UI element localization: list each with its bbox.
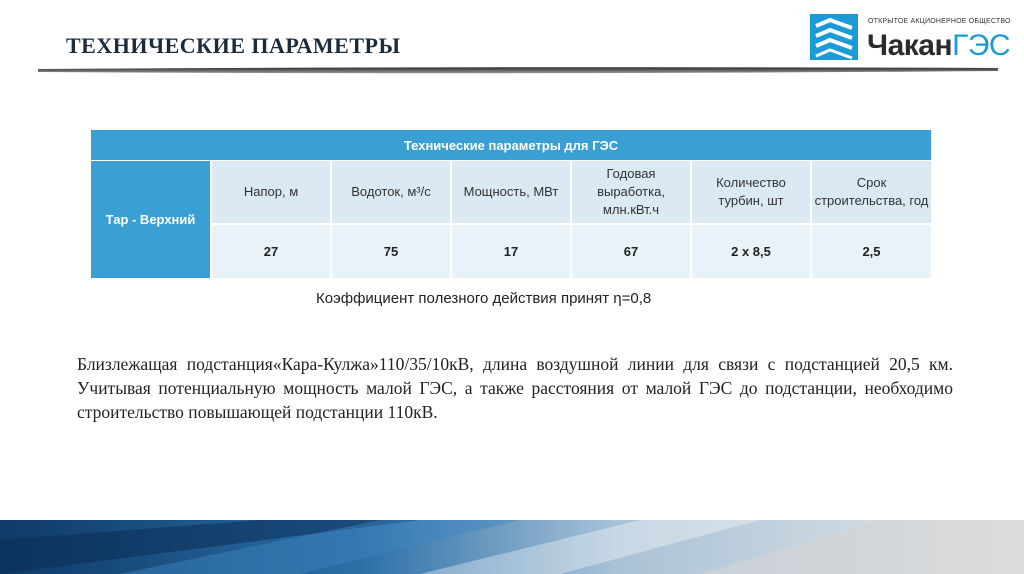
title-divider: [38, 66, 998, 75]
table-caption: Технические параметры для ГЭС: [91, 130, 931, 161]
column-header: Мощность, МВт: [451, 161, 571, 225]
logo-subtitle: ОТКРЫТОЕ АКЦИОНЕРНОЕ ОБЩЕСТВО: [868, 18, 1011, 25]
company-logo: [810, 14, 1011, 62]
column-header: Напор, м: [211, 161, 331, 225]
table-cell: 2 х 8,5: [691, 224, 811, 278]
table-caption-row: [91, 130, 931, 161]
column-header: Годовая выработка, млн.кВт.ч: [571, 161, 691, 225]
column-header: Водоток, м³/с: [331, 161, 451, 225]
row-label: Тар - Верхний: [91, 161, 211, 279]
table-cell: 2,5: [811, 224, 931, 278]
table-row: [91, 224, 931, 278]
parameters-table: [91, 130, 931, 278]
table-cell: 67: [571, 224, 691, 278]
logo-name-accent: ГЭС: [952, 29, 1011, 62]
description-paragraph: Близлежащая подстанция«Кара-Кулжа»110/35/10кВ, длина воздушной линии для связи с подстанцией 20,5 км. Учитывая потенциальную мощность малой ГЭС, а также расстояния от малой ГЭС до подстанции, необходимо строительство повышающей подстанции 110кВ.: [77, 354, 953, 422]
column-header: Количество турбин, шт: [691, 161, 811, 225]
logo-name: [867, 29, 1010, 63]
efficiency-note: Коэффициент полезного действия принят η=0,8: [316, 290, 652, 307]
logo-name-main: Чакан: [867, 29, 953, 62]
table-cell: 75: [331, 224, 451, 278]
table-cell: 17: [451, 224, 571, 278]
page-title: ТЕХНИЧЕСКИЕ ПАРАМЕТРЫ: [66, 33, 401, 58]
wave-stripes-logo-icon: [810, 14, 858, 60]
footer-decoration: [0, 520, 1024, 574]
table-header-row: [91, 161, 931, 225]
table-cell: 27: [211, 224, 331, 278]
column-header: Срок строительства, год: [811, 161, 931, 225]
